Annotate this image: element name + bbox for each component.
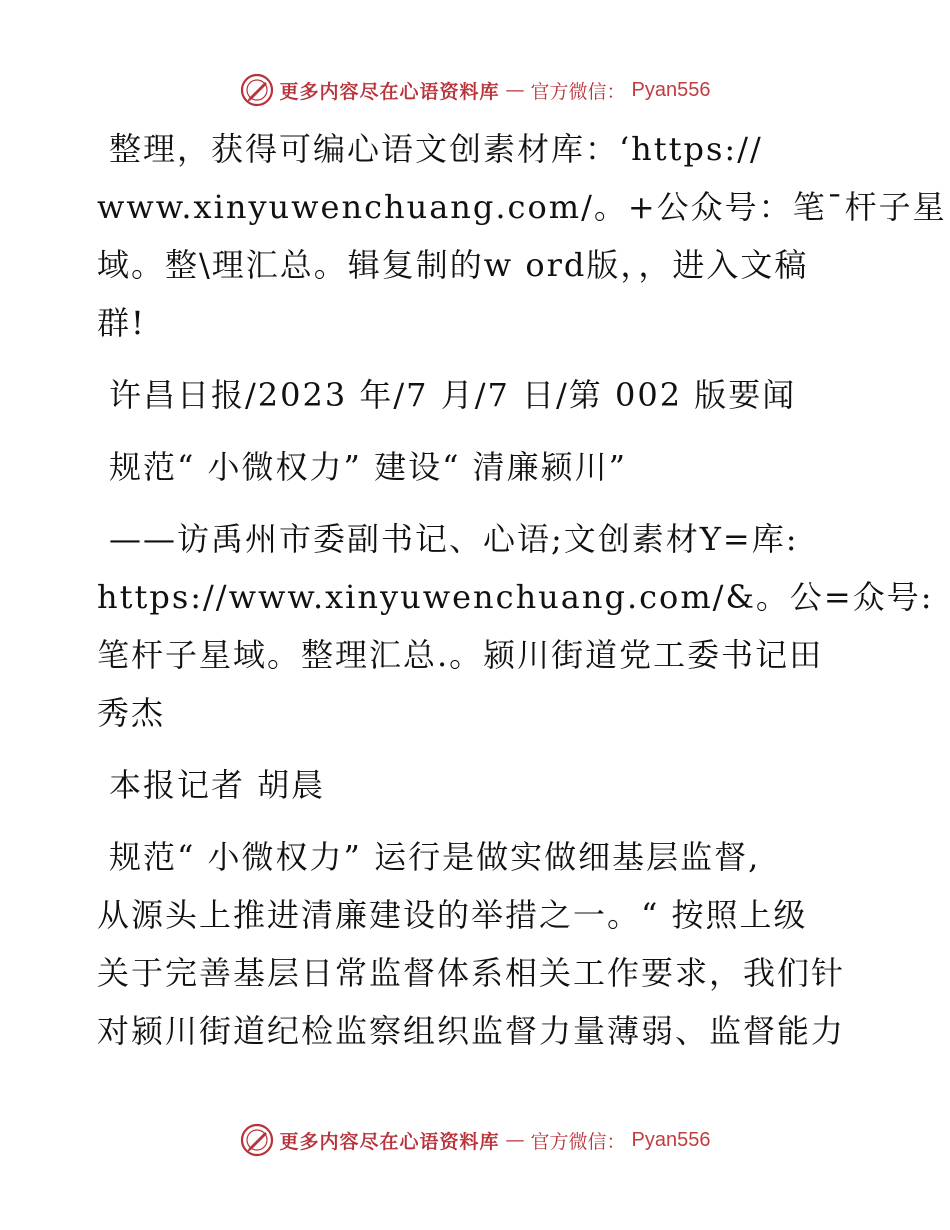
text-line: 关于完善基层日常监督体系相关工作要求，我们针 xyxy=(97,954,846,992)
text-line: 秀杰 xyxy=(97,694,166,732)
brand-logo-icon xyxy=(240,73,274,107)
text-line: 从源头上推进清廉建设的举措之一。“ 按照上级 xyxy=(97,896,808,934)
source-line xyxy=(97,366,857,424)
source-text: 许昌日报/2023 年/7 月/7 日/第 002 版要闻 xyxy=(109,376,797,414)
text-line: 规范“ 小微权力” 运行是做实做细基层监督, xyxy=(109,838,761,876)
text-line: https://www.xinyuwenchuang.com/&。公=众号: xyxy=(97,578,934,616)
text-line: 整理，获得可编心语文创素材库：‘https:// xyxy=(109,130,763,168)
watermark-dash: — xyxy=(505,79,525,101)
watermark-official-text: 官方微信： xyxy=(530,80,626,103)
text-line: 笔杆子星域。整理汇总.。颍川街道党工委书记田 xyxy=(97,636,824,674)
byline xyxy=(97,756,857,814)
body-paragraph xyxy=(97,828,857,1060)
headline-text: 规范“ 小微权力” 建设“ 清廉颍川” xyxy=(109,448,627,486)
watermark-wechat-id: Pyan556 xyxy=(631,1128,711,1151)
text-line: 域。整\理汇总。辑复制的w ord版，，进入文稿 xyxy=(97,246,809,284)
brand-logo-icon xyxy=(240,1123,274,1157)
watermark-brand-text: 更多内容尽在心语资料库 xyxy=(279,1130,500,1153)
byline-text: 本报记者 胡晨 xyxy=(109,766,326,804)
intro-paragraph xyxy=(97,120,947,352)
headline xyxy=(97,438,857,496)
document-body xyxy=(97,120,947,1074)
text-line: ——访禹州市委副书记、心语;文创素材Y=库: xyxy=(109,520,799,558)
text-line: www.xinyuwenchuang.com/。+公众号：笔¯杆子星 xyxy=(97,188,947,226)
text-line: 群! xyxy=(97,304,146,342)
subtitle xyxy=(97,510,934,742)
text-line: 对颍川街道纪检监察组织监督力量薄弱、监督能力 xyxy=(97,1012,846,1050)
watermark-brand-text: 更多内容尽在心语资料库 xyxy=(279,80,500,103)
header-watermark xyxy=(0,70,950,110)
watermark-dash: — xyxy=(505,1129,525,1151)
footer-watermark xyxy=(0,1120,950,1160)
watermark-official-text: 官方微信： xyxy=(530,1130,626,1153)
watermark-wechat-id: Pyan556 xyxy=(631,78,711,101)
